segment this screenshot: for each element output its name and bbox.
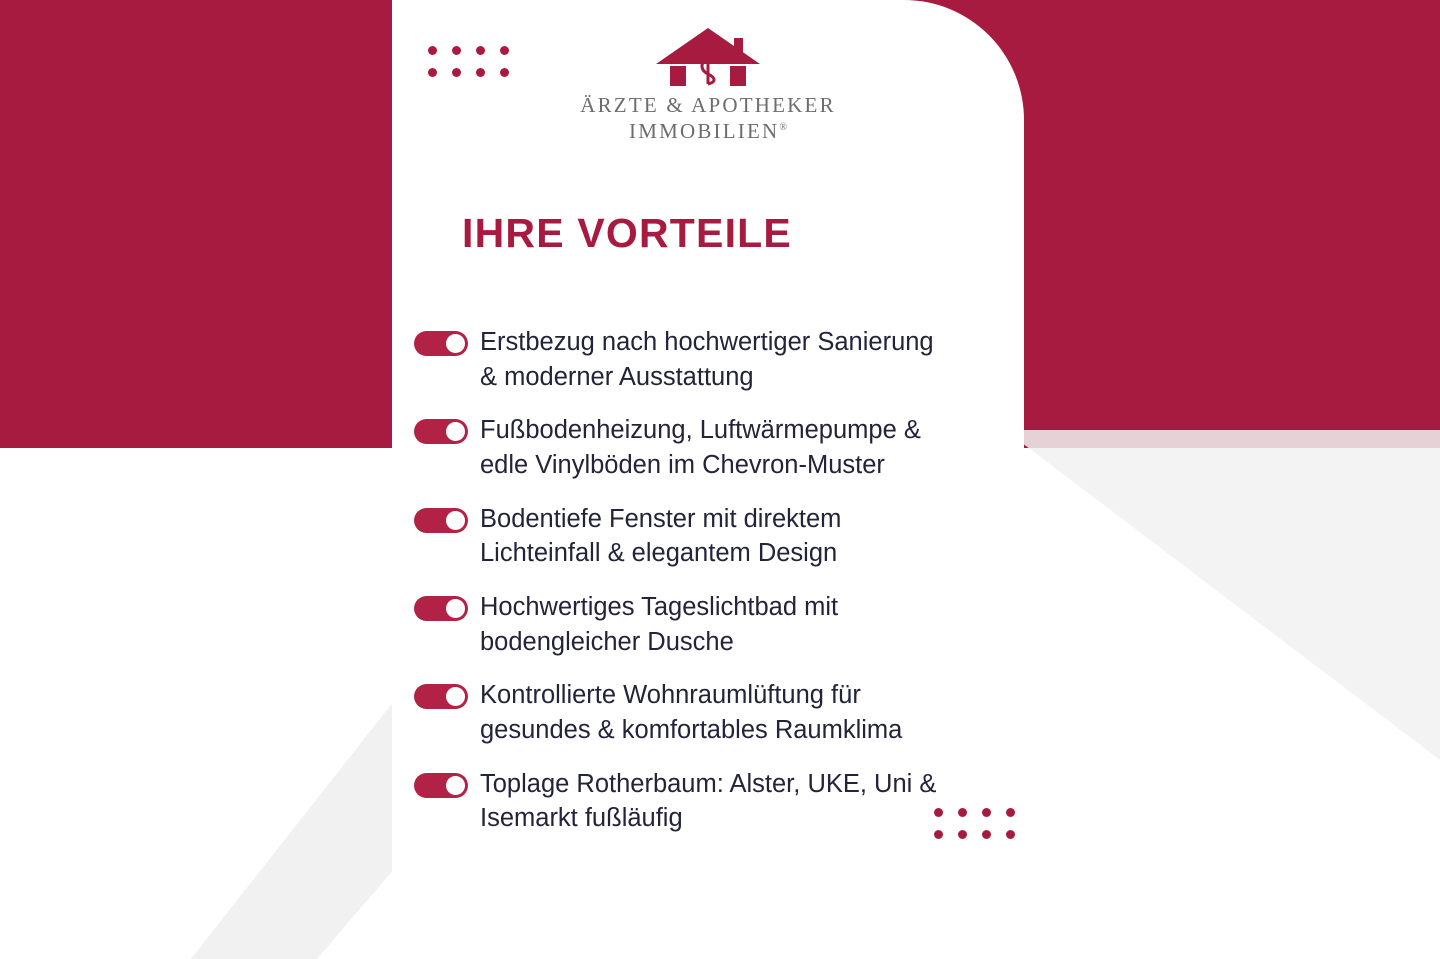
toggle-knob <box>446 511 465 530</box>
benefit-line-2: gesundes & komfortables Raumklima <box>480 716 903 745</box>
benefit-text <box>480 767 936 836</box>
list-item <box>414 678 1014 747</box>
list-item <box>414 413 1014 482</box>
background-crimson-right <box>1022 0 1440 448</box>
brand-name-line-2 <box>392 118 1024 144</box>
toggle-switch-icon <box>414 684 468 709</box>
toggle-knob <box>446 776 465 795</box>
benefit-line-1: Kontrollierte Wohnraumlüftung für <box>480 681 861 710</box>
benefit-text <box>480 325 934 394</box>
list-item <box>414 325 1014 394</box>
benefit-line-1: Toplage Rotherbaum: Alster, UKE, Uni & <box>480 769 937 798</box>
benefit-text <box>480 502 841 571</box>
toggle-switch-icon <box>414 331 468 356</box>
page-title: IHRE VORTEILE <box>462 210 792 256</box>
benefit-line-2: Lichteinfall & elegantem Design <box>480 539 838 568</box>
benefit-line-2: edle Vinylböden im Chevron-Muster <box>480 451 885 480</box>
benefit-text <box>480 678 902 747</box>
benefit-line-1: Hochwertiges Tageslichtbad mit <box>480 593 839 622</box>
benefit-text <box>480 590 838 659</box>
benefit-line-1: Erstbezug nach hochwertiger Sanierung <box>480 328 934 356</box>
benefit-line-1: Bodentiefe Fenster mit direktem <box>480 504 842 533</box>
toggle-switch-icon <box>414 508 468 533</box>
list-item <box>414 767 1014 836</box>
list-item <box>414 590 1014 659</box>
benefit-line-2: & moderner Ausstattung <box>480 362 754 391</box>
brand-name-text: IMMOBILIEN <box>629 119 780 144</box>
benefit-line-2: bodengleicher Dusche <box>480 627 734 656</box>
toggle-switch-icon <box>414 596 468 621</box>
benefits-list <box>414 325 1014 855</box>
list-item <box>414 502 1014 571</box>
brand-logo <box>392 24 1024 145</box>
registered-mark: ® <box>779 122 787 134</box>
toggle-knob <box>446 334 465 353</box>
house-with-caduceus-icon <box>648 24 768 86</box>
toggle-switch-icon <box>414 419 468 444</box>
benefit-text <box>480 413 921 482</box>
brand-name-line-1: ÄRZTE & APOTHEKER <box>580 93 836 117</box>
toggle-knob <box>446 422 465 441</box>
toggle-switch-icon <box>414 773 468 798</box>
toggle-knob <box>446 599 465 618</box>
toggle-knob <box>446 687 465 706</box>
benefit-line-2: Isemarkt fußläufig <box>480 804 683 833</box>
benefit-line-1: Fußbodenheizung, Luftwärmepumpe & <box>480 416 921 445</box>
